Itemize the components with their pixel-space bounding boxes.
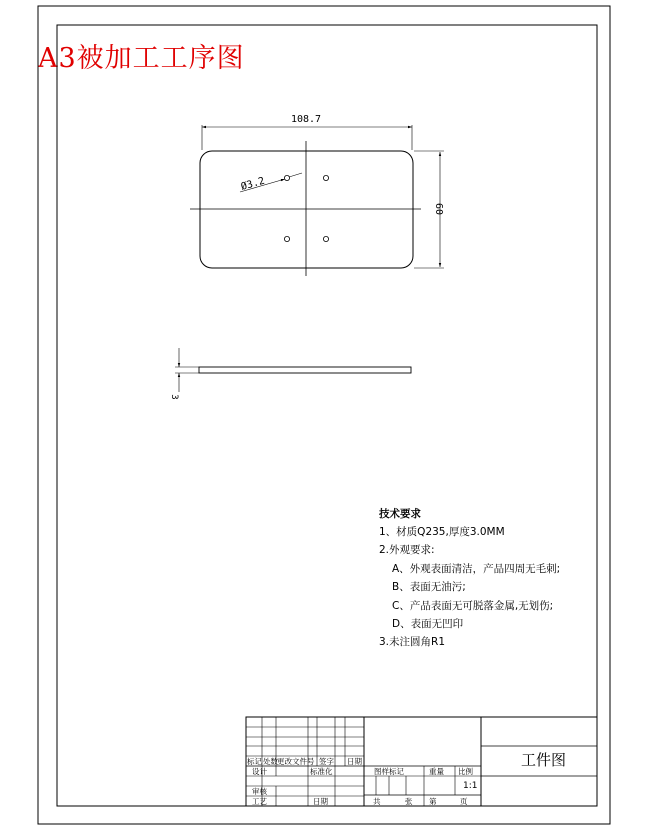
rev-col-count: 处数 (263, 757, 278, 766)
side-outline (199, 367, 411, 373)
plate-side-view (169, 348, 411, 400)
label-number: 第 (429, 797, 437, 806)
rev-col-mark: 标记 (247, 757, 262, 766)
label-page: 页 (460, 797, 468, 806)
sheet-title: A3被加工工序图 (38, 43, 245, 74)
plate-outline (200, 151, 413, 268)
label-sheet: 张 (405, 797, 413, 806)
inner-frame (57, 25, 597, 806)
rev-col-date: 日期 (347, 757, 362, 766)
dim-hole-text: Ø3.2 (239, 175, 266, 193)
label-date: 日期 (313, 797, 328, 806)
dim-thickness-text: 3 (169, 394, 179, 400)
requirement-item-2a: A、外观表面清洁，产品四周无毛刺; (392, 563, 561, 575)
hole-top-right (323, 175, 328, 180)
label-scale: 比例 (458, 767, 473, 776)
requirement-item-2: 2.外观要求: (379, 544, 435, 556)
dim-width-text: 60 (433, 202, 444, 216)
hole-bottom-left (284, 236, 289, 241)
label-total: 共 (373, 797, 381, 806)
rev-col-doc: 更改文件号 (277, 757, 315, 766)
hole-top-left (284, 175, 289, 180)
outer-border (38, 6, 610, 824)
label-stage-mark: 图样标记 (374, 767, 404, 776)
requirements-heading: 技术要求 (379, 508, 421, 520)
hole-leader-tail (289, 173, 302, 177)
label-check: 审核 (252, 787, 267, 796)
plate-top-view (190, 114, 444, 276)
hole-bottom-right (323, 236, 328, 241)
label-process: 工艺 (252, 797, 267, 806)
scale-value: 1:1 (463, 781, 478, 791)
requirement-item-3: 3.未注圆角R1 (379, 636, 445, 648)
requirement-item-2c: C、产品表面无可脱落金属,无划伤; (392, 600, 554, 612)
requirement-item-2b: B、表面无油污; (392, 581, 466, 593)
rev-col-sign: 签字 (319, 757, 334, 766)
requirement-item-2d: D、表面无凹印 (392, 618, 464, 630)
label-standardize: 标准化 (310, 767, 333, 776)
label-design: 设计 (252, 767, 267, 776)
requirement-item-1: 1、材质Q235,厚度3.0MM (379, 526, 505, 538)
dim-length-text: 108.7 (290, 114, 322, 125)
label-weight: 重量 (429, 767, 444, 776)
part-name: 工件图 (521, 751, 567, 769)
